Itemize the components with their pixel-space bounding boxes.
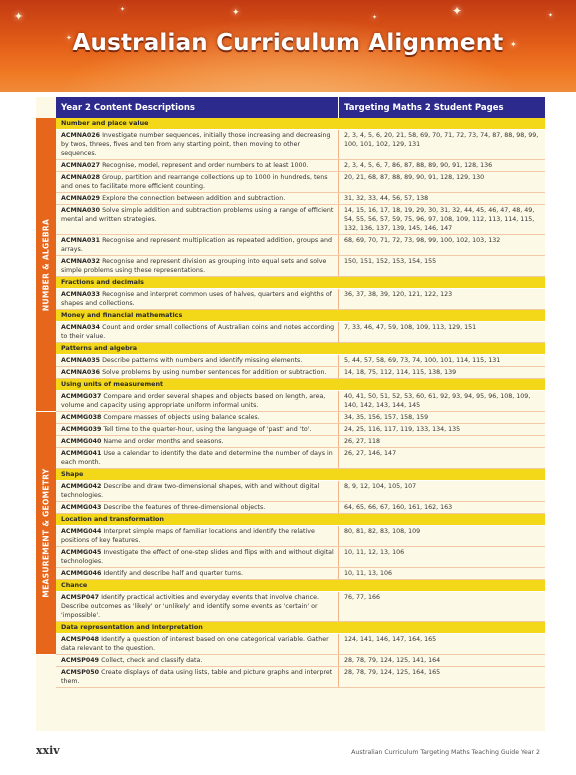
- sparkle-icon: ✦: [120, 6, 126, 13]
- sparkle-icon: ✦: [510, 40, 517, 49]
- description-text: Identify practical activities and everyday events that involve chance. Describe outcomes as 'likely' or 'unlikely' and identify some events as 'certain' or 'impossible'.: [61, 594, 319, 619]
- student-pages: 5, 44, 57, 58, 69, 73, 74, 100, 101, 114, 115, 131: [344, 357, 501, 364]
- table-row: [56, 367, 545, 379]
- description-text: Solve simple addition and subtraction problems using a range of efficient mental and written strategies.: [61, 207, 334, 223]
- book-title: Australian Curriculum Targeting Maths Teaching Guide Year 2: [351, 749, 540, 756]
- student-pages: 26, 27, 146, 147: [344, 450, 397, 457]
- table-row: [56, 160, 545, 172]
- description-text: Identify a question of interest based on one categorical variable. Gather data relevant to the question.: [61, 636, 329, 652]
- content-description: [56, 634, 339, 654]
- content-description: [56, 256, 339, 276]
- student-pages: 8, 9, 12, 104, 105, 107: [344, 483, 417, 490]
- curriculum-code: ACMMG040: [61, 438, 102, 445]
- sparkle-icon: ✦: [232, 8, 240, 18]
- curriculum-code: ACMNA032: [61, 258, 101, 265]
- table-row: [56, 322, 545, 343]
- description-text: Create displays of data using lists, table and picture graphs and interpret them.: [61, 669, 333, 685]
- student-pages: 14, 18, 75, 112, 114, 115, 138, 139: [344, 369, 457, 376]
- table-row: [56, 172, 545, 193]
- content-description: [56, 667, 339, 687]
- student-pages: 36, 37, 38, 39, 120, 121, 122, 123: [344, 291, 453, 298]
- curriculum-code: ACMNA027: [61, 162, 101, 169]
- description-text: Recognise and represent division as grouping into equal sets and solve simple problems using these representations.: [61, 258, 327, 274]
- curriculum-code: ACMNA035: [61, 357, 101, 364]
- table-row: [56, 547, 545, 568]
- description-text: Identify and describe half and quarter turns.: [103, 570, 244, 577]
- table-row: [56, 481, 545, 502]
- curriculum-code: ACMSP049: [61, 657, 100, 664]
- content-description: [56, 322, 339, 342]
- curriculum-code: ACMSP047: [61, 594, 100, 601]
- content-description: [56, 436, 339, 447]
- curriculum-code: ACMSP048: [61, 636, 100, 643]
- curriculum-table: [36, 97, 545, 731]
- page-number: xxiv: [36, 744, 60, 757]
- table-header: [56, 97, 545, 118]
- content-description: [56, 205, 339, 234]
- student-pages: 34, 35, 156, 157, 158, 159: [344, 414, 429, 421]
- description-text: Describe and draw two-dimensional shapes, with and without digital technologies.: [61, 483, 320, 499]
- table-row: [56, 391, 545, 412]
- table-row: [56, 526, 545, 547]
- sparkle-icon: ✦: [66, 34, 72, 42]
- curriculum-code: ACMMG045: [61, 549, 102, 556]
- table-row: [56, 412, 545, 424]
- category-heading: Money and financial mathematics: [56, 310, 545, 322]
- curriculum-code: ACMNA036: [61, 369, 101, 376]
- student-pages: 31, 32, 33, 44, 56, 57, 138: [344, 195, 429, 202]
- sparkle-icon: ✦: [548, 12, 554, 19]
- category-heading: Fractions and decimals: [56, 277, 545, 289]
- student-pages: 14, 15, 16, 17, 18, 19, 29, 30, 31, 32, 44, 45, 46, 47, 48, 49, 54, 55, 56, 57, 59, 75, 96, 97, 108, 109, 112, 113, 114, 115, 132, 136, 137, 139, 145, 146, 147: [344, 207, 535, 232]
- student-pages: 80, 81, 82, 83, 108, 109: [344, 528, 421, 535]
- student-pages: 40, 41, 50, 51, 52, 53, 60, 61, 92, 93, 94, 95, 96, 108, 109, 140, 142, 143, 144, 145: [344, 393, 531, 409]
- category-heading: Using units of measurement: [56, 379, 545, 391]
- curriculum-code: ACMNA026: [61, 132, 101, 139]
- category-heading: Number and place value: [56, 118, 545, 130]
- curriculum-code: ACMMG046: [61, 570, 102, 577]
- sparkle-icon: ✦: [14, 10, 24, 23]
- header-content-descriptions: Year 2 Content Descriptions: [56, 97, 339, 118]
- content-description: [56, 547, 339, 567]
- category-heading: Data representation and interpretation: [56, 622, 545, 634]
- table-row: [56, 448, 545, 469]
- content-description: [56, 235, 339, 255]
- table-row: [56, 424, 545, 436]
- table-row: [56, 436, 545, 448]
- page-header: [0, 0, 576, 92]
- curriculum-code: ACMNA034: [61, 324, 101, 331]
- curriculum-code: ACMNA033: [61, 291, 101, 298]
- content-description: [56, 289, 339, 309]
- student-pages: 124, 141, 146, 147, 164, 165: [344, 636, 437, 643]
- table-row: [56, 667, 545, 688]
- description-text: Compare masses of objects using balance scales.: [103, 414, 260, 421]
- curriculum-code: ACMMG043: [61, 504, 102, 511]
- description-text: Investigate number sequences, initially those increasing and decreasing by twos, threes, fives and ten from any starting point, then moving to other sequences.: [61, 132, 331, 157]
- curriculum-code: ACMMG042: [61, 483, 102, 490]
- table-body: [56, 118, 545, 688]
- student-pages: 68, 69, 70, 71, 72, 73, 98, 99, 100, 102, 103, 132: [344, 237, 501, 244]
- strand-label-text: MEASUREMENT & GEOMETRY: [41, 468, 51, 598]
- content-description: [56, 568, 339, 579]
- student-pages: 150, 151, 152, 153, 154, 155: [344, 258, 437, 265]
- content-description: [56, 367, 339, 378]
- table-row: [56, 256, 545, 277]
- strand-label: [36, 118, 56, 412]
- student-pages: 76, 77, 166: [344, 594, 381, 601]
- curriculum-code: ACMMG039: [61, 426, 102, 433]
- table-row: [56, 592, 545, 622]
- description-text: Describe patterns with numbers and identify missing elements.: [102, 357, 303, 364]
- student-pages: 2, 3, 4, 5, 6, 7, 86, 87, 88, 89, 90, 91, 128, 136: [344, 162, 493, 169]
- strand-label: [36, 412, 56, 655]
- strand-label-text: NUMBER & ALGEBRA: [41, 218, 51, 311]
- description-text: Compare and order several shapes and objects based on length, area, volume and capacity using appropriate uniform informal units.: [61, 393, 326, 409]
- description-text: Recognise, model, represent and order numbers to at least 1000.: [102, 162, 309, 169]
- category-heading: Shape: [56, 469, 545, 481]
- content-description: [56, 130, 339, 159]
- table-row: [56, 235, 545, 256]
- student-pages: 10, 11, 13, 106: [344, 570, 393, 577]
- description-text: Recognise and represent multiplication as repeated addition, groups and arrays.: [61, 237, 332, 253]
- description-text: Solve problems by using number sentences for addition or subtraction.: [102, 369, 327, 376]
- description-text: Explore the connection between addition and subtraction.: [102, 195, 286, 202]
- student-pages: 20, 21, 68, 87, 88, 89, 90, 91, 128, 129, 130: [344, 174, 485, 181]
- strand-sidebar: [36, 118, 56, 731]
- description-text: Tell time to the quarter-hour, using the language of 'past' and 'to'.: [103, 426, 312, 433]
- student-pages: 26, 27, 118: [344, 438, 381, 445]
- content-description: [56, 526, 339, 546]
- table-row: [56, 502, 545, 514]
- table-main: [56, 97, 545, 688]
- page-title: Australian Curriculum Alignment: [72, 30, 504, 56]
- content-description: [56, 655, 339, 666]
- curriculum-code: ACMSP050: [61, 669, 100, 676]
- category-heading: Patterns and algebra: [56, 343, 545, 355]
- curriculum-code: ACMMG041: [61, 450, 102, 457]
- student-pages: 2, 3, 4, 5, 6, 20, 21, 58, 69, 70, 71, 72, 73, 74, 87, 88, 98, 99, 100, 101, 102, 129, 131: [344, 132, 539, 148]
- header-student-pages: Targeting Maths 2 Student Pages: [344, 102, 504, 113]
- table-row: [56, 205, 545, 235]
- content-description: [56, 424, 339, 435]
- curriculum-code: ACMNA028: [61, 174, 101, 181]
- content-description: [56, 592, 339, 621]
- student-pages: 28, 78, 79, 124, 125, 141, 164: [344, 657, 441, 664]
- student-pages: 7, 33, 46, 47, 59, 108, 109, 113, 129, 151: [344, 324, 477, 331]
- curriculum-code: ACMMG038: [61, 414, 102, 421]
- description-text: Use a calendar to identify the date and determine the number of days in each month.: [61, 450, 333, 466]
- table-row: [56, 634, 545, 655]
- description-text: Investigate the effect of one-step slides and flips with and without digital technologies.: [61, 549, 334, 565]
- content-description: [56, 502, 339, 513]
- content-description: [56, 160, 339, 171]
- description-text: Interpret simple maps of familiar locations and identify the relative positions of key features.: [61, 528, 315, 544]
- table-row: [56, 130, 545, 160]
- table-row: [56, 289, 545, 310]
- description-text: Recognise and interpret common uses of halves, quarters and eighths of shapes and collections.: [61, 291, 332, 307]
- student-pages: 28, 78, 79, 124, 125, 164, 165: [344, 669, 441, 676]
- description-text: Describe the features of three-dimensional objects.: [103, 504, 266, 511]
- content-description: [56, 412, 339, 423]
- table-row: [56, 355, 545, 367]
- curriculum-code: ACMNA029: [61, 195, 101, 202]
- category-heading: Location and transformation: [56, 514, 545, 526]
- content-description: [56, 448, 339, 468]
- student-pages: 10, 11, 12, 13, 106: [344, 549, 405, 556]
- description-text: Name and order months and seasons.: [103, 438, 224, 445]
- table-row: [56, 655, 545, 667]
- table-row: [56, 568, 545, 580]
- description-text: Group, partition and rearrange collections up to 1000 in hundreds, tens and ones to facilitate more efficient counting.: [61, 174, 328, 190]
- table-row: [56, 193, 545, 205]
- description-text: Collect, check and classify data.: [101, 657, 203, 664]
- content-description: [56, 481, 339, 501]
- student-pages: 24, 25, 116, 117, 119, 133, 134, 135: [344, 426, 461, 433]
- content-description: [56, 193, 339, 204]
- description-text: Count and order small collections of Australian coins and notes according to their value.: [61, 324, 335, 340]
- curriculum-code: ACMNA030: [61, 207, 101, 214]
- category-heading: Chance: [56, 580, 545, 592]
- curriculum-code: ACMMG044: [61, 528, 102, 535]
- curriculum-code: ACMMG037: [61, 393, 102, 400]
- sparkle-icon: ✦: [372, 14, 378, 21]
- curriculum-code: ACMNA031: [61, 237, 101, 244]
- content-description: [56, 172, 339, 192]
- student-pages: 64, 65, 66, 67, 160, 161, 162, 163: [344, 504, 453, 511]
- sparkle-icon: ✦: [452, 4, 463, 18]
- content-description: [56, 391, 339, 411]
- content-description: [56, 355, 339, 366]
